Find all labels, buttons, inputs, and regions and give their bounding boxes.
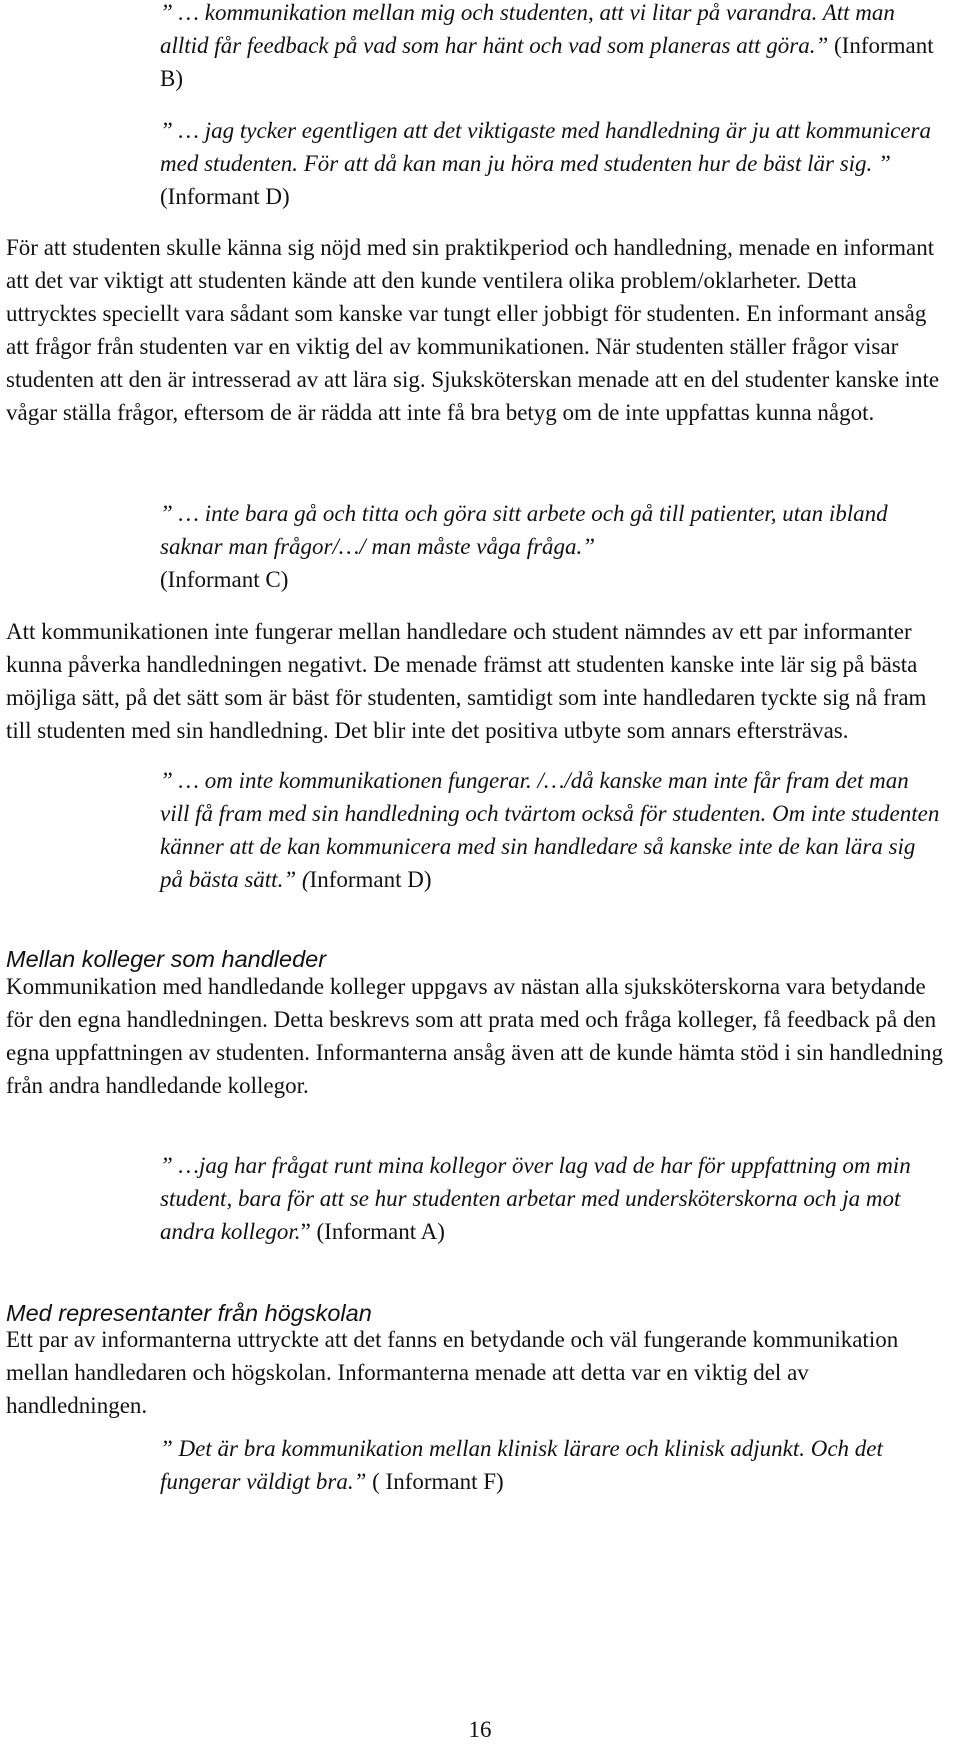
- paragraph-kolleger: Kommunikation med handledande kolleger uppgavs av nästan alla sjuksköterskorna vara betydande för den egna handledningen. Detta beskrevs som att prata med och fråga kolleger, få feedback på den egna uppfattningen av studenten. Informanterna ansåg även att de kunde hämta stöd i sin handledning från andra handledande kollegor.: [6, 974, 943, 1098]
- quote-attribution: ( Informant F): [366, 1469, 504, 1494]
- quote-text: ” … om inte kommunikationen fungerar. /…/då kanske man inte får fram det man vill få fram med sin handledning och tvärtom också för studenten. Om inte studenten känner att de kan kommunicera med sin handledare så kanske inte de kan lära sig på bästa sätt.” (: [160, 768, 940, 892]
- quote-informant-f: [160, 1432, 942, 1498]
- quote-text: ” Det är bra kommunikation mellan klinisk lärare och klinisk adjunkt. Och det fungerar väldigt bra.”: [160, 1436, 883, 1494]
- page-number: 16: [468, 1717, 492, 1742]
- quote-informant-d-2: [160, 764, 942, 896]
- quote-informant-d-1: [160, 114, 942, 213]
- quote-text: ” … kommunikation mellan mig och studenten, att vi litar på varandra. Att man alltid får feedback på vad som har hänt och vad som planeras att göra.”: [160, 0, 895, 58]
- heading-hogskolan: Med representanter från högskolan: [6, 1300, 372, 1326]
- quote-attribution: (Informant D): [160, 184, 290, 209]
- paragraph-ventilate: För att studenten skulle känna sig nöjd med sin praktikperiod och handledning, menade en informant att det var viktigt att studenten kände att den kunde ventilera olika problem/oklarheter. Detta uttrycktes speciellt vara sådant som kanske var tungt eller jobbigt för studenten. En informant ansåg att frågor från studenten var en viktig del av kommunikationen. När studenten ställer frågor visar studenten att den är intresserad av att lära sig. Sjuksköterskan menade att en del studenter kanske inte vågar ställa frågor, eftersom de är rädda att inte få bra betyg om de inte uppfattas kunna något.: [6, 235, 940, 425]
- heading-kolleger: Mellan kolleger som handleder: [6, 946, 327, 972]
- paragraph-hogskolan: Ett par av informanterna uttryckte att det fanns en betydande och väl fungerande kommunikation mellan handledaren och högskolan. Informanterna menade att detta var en viktig del av handledningen.: [6, 1327, 899, 1418]
- quote-text: ” …jag har frågat runt mina kollegor över lag vad de har för uppfattning om min student, bara för att se hur studenten arbetar med undersköterskorna och ja mot andra kollegor.: [160, 1153, 911, 1244]
- quote-informant-a: [160, 1149, 942, 1248]
- paragraph-negative: Att kommunikationen inte fungerar mellan handledare och student nämndes av ett par informanter kunna påverka handledningen negativt. De menade främst att studenten kanske inte lär sig på bästa möjliga sätt, på det sätt som är bäst för studenten, samtidigt som inte handledaren tyckte sig nå fram till studenten med sin handledning. Det blir inte det positiva utbyte som annars eftersträvas.: [6, 619, 927, 743]
- quote-attribution: (Informant C): [160, 567, 289, 592]
- quote-informant-c: [160, 497, 942, 596]
- quote-text: ” … inte bara gå och titta och göra sitt arbete och gå till patienter, utan ibland saknar man frågor/…/ man måste våga fråga.”: [160, 501, 888, 559]
- quote-attribution: ” (Informant A): [300, 1219, 445, 1244]
- quote-informant-b: [160, 0, 942, 95]
- quote-text: ” … jag tycker egentligen att det viktigaste med handledning är ju att kommunicera med studenten. För att då kan man ju höra med studenten hur de bäst lär sig. ”: [160, 118, 931, 176]
- quote-attribution: Informant D): [309, 867, 432, 892]
- quote-attribution: (Informant B): [160, 33, 934, 91]
